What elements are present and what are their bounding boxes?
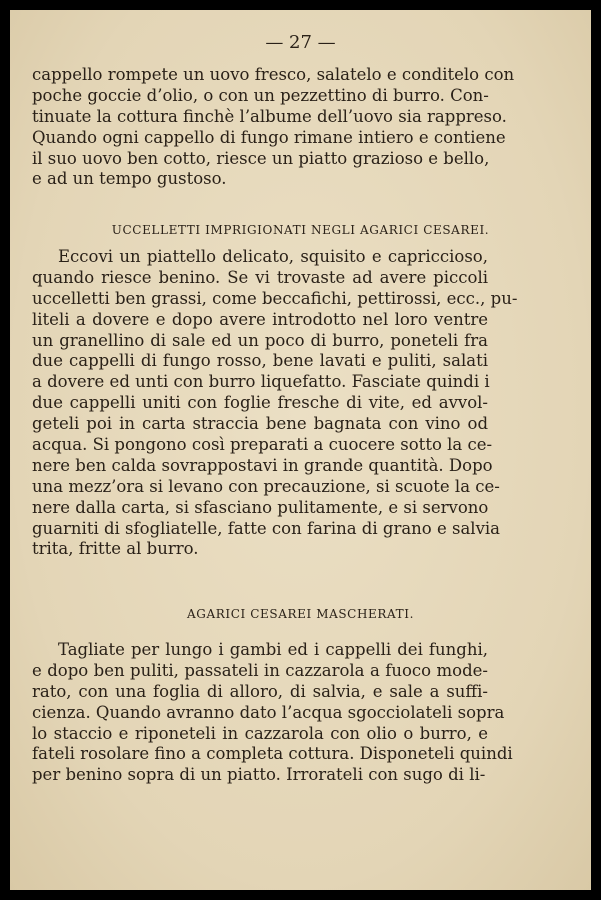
- section-heading-agarici-mascherati: AGARICI CESAREI MASCHERATI.: [187, 607, 414, 621]
- text-line: due cappelli uniti con foglie fresche di vite, ed avvol-: [32, 393, 488, 413]
- text-line: un granellino di sale ed un poco di burro, poneteli fra: [32, 330, 488, 350]
- text-line: tinuate la cottura finchè l’albume dell’uovo sia rappreso.: [32, 106, 507, 126]
- text-line: Tagliate per lungo i gambi ed i cappelli dei funghi,: [58, 640, 488, 659]
- text-line: e ad un tempo gustoso.: [32, 169, 227, 189]
- text-line: per benino sopra di un piatto. Irrorateli con sugo di li-: [32, 765, 486, 785]
- text-line: lo staccio e riponeteli in cazzarola con olio o burro, e: [32, 723, 488, 743]
- text-line: fateli rosolare fino a completa cottura. Disponeteli quindi: [32, 744, 513, 764]
- text-line: cappello rompete un uovo fresco, salatelo e conditelo con: [32, 65, 515, 84]
- text-line: liteli a dovere e dopo avere introdotto nel loro ventre: [32, 309, 488, 329]
- text-line: acqua. Si pongono così preparati a cuocere sotto la ce-: [32, 435, 493, 455]
- book-page: [10, 10, 591, 890]
- text-line: guarniti di sfogliatelle, fatte con farina di grano e salvia: [32, 518, 501, 538]
- page-number: — 27 —: [265, 32, 336, 53]
- text-line: una mezz’ora si levano con precauzione, si scuote la ce-: [32, 476, 500, 496]
- intro-paragraph: [32, 65, 515, 190]
- text-line: Eccovi un piattello delicato, squisito e capriccioso,: [58, 247, 488, 266]
- section-heading-uccelletti: UCCELLETTI IMPRIGIONATI NEGLI AGARICI CESAREI.: [111, 223, 490, 237]
- section-paragraph-uccelletti: [32, 247, 518, 560]
- text-line: a dovere ed unti con burro liquefatto. Fasciate quindi i: [32, 372, 490, 392]
- text-line: trita, fritte al burro.: [32, 539, 199, 559]
- text-line: uccelletti ben grassi, come beccafichi, pettirossi, ecc., pu-: [32, 288, 518, 308]
- text-line: rato, con una foglia di alloro, di salvia, e sale a suffi-: [32, 681, 488, 701]
- text-line: cienza. Quando avranno dato l’acqua sgocciolateli sopra: [32, 702, 505, 722]
- text-line: nere ben calda sovrappostavi in grande quantità. Dopo: [32, 455, 493, 475]
- text-line: Quando ogni cappello di fungo rimane intiero e contiene: [32, 127, 506, 147]
- text-line: poche goccie d’olio, o con un pezzettino di burro. Con-: [32, 85, 489, 105]
- text-line: due cappelli di fungo rosso, bene lavati e puliti, salati: [32, 351, 488, 371]
- text-line: e dopo ben puliti, passateli in cazzarola a fuoco mode-: [32, 660, 488, 680]
- text-line: nere dalla carta, si sfasciano pulitamente, e si servono: [32, 497, 489, 517]
- text-line: geteli poi in carta straccia bene bagnata con vino od: [32, 414, 488, 434]
- text-line: il suo uovo ben cotto, riesce un piatto grazioso e bello,: [32, 148, 490, 168]
- section-paragraph-agarici-mascherati: [32, 640, 513, 786]
- text-line: quando riesce benino. Se vi trovaste ad avere piccoli: [32, 267, 488, 287]
